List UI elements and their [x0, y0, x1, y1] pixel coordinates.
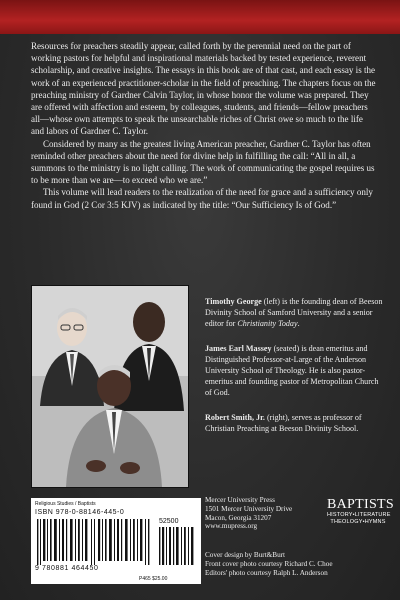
credit-line: Front cover photo courtesy Richard C. Choe — [205, 559, 333, 568]
bio-text: (right), serves as professor of Christian Preaching at Beeson Divinity School. — [205, 413, 362, 433]
bio-james-earl-massey — [205, 343, 383, 398]
barcode-category: Religious Studies / Baptists — [35, 501, 96, 507]
publisher-address-line: Macon, Georgia 31207 — [205, 513, 272, 522]
bio-robert-smith — [205, 412, 383, 434]
cover-blurb — [31, 40, 377, 211]
top-red-band — [0, 0, 400, 34]
barcode-isbn: ISBN 978-0-88146-445-0 — [35, 509, 125, 516]
credit-line: Cover design by Burt&Burt — [205, 551, 286, 559]
bio-name: James Earl Massey — [205, 344, 272, 353]
bio-name: Timothy George — [205, 297, 262, 306]
publisher-address-line: 1501 Mercer University Drive — [205, 504, 293, 513]
price-barcode-bars — [159, 527, 197, 565]
editor-bios — [205, 296, 383, 448]
isbn-barcode-box — [31, 498, 201, 584]
barcode-number: 9 780881 464450 — [35, 565, 99, 572]
bio-italic: Christianity Today — [237, 319, 298, 328]
bio-text: (left) is the founding dean of Beeson Divinity School of Samford University and a senior editor for — [205, 297, 383, 328]
bio-end: . — [297, 319, 300, 328]
blurb-paragraph: This volume will lead readers to the realization of the need for grace and a sufficiency only found in God (2 Cor 3:5 KJV) as indicated by the title: “Our Sufficiency Is of God.” — [31, 187, 373, 210]
barcode-price: P465 $25.00 — [139, 576, 168, 582]
series-logo-word: BAPTISTS — [327, 497, 394, 512]
cover-credits — [205, 551, 390, 577]
series-logo-line: HISTORY•LITERATURE — [327, 512, 391, 518]
editors-photo — [31, 285, 189, 488]
publisher-info — [205, 496, 325, 531]
publisher-url: www.mupress.org — [205, 522, 258, 531]
bio-name: Robert Smith, Jr. — [205, 413, 265, 422]
bio-text: (seated) is dean emeritus and Distinguished Professor-at-Large of the Anderson University School of Theology. He is also pastor-emeritus and founding pastor of Metropolitan Church of God. — [205, 344, 379, 397]
publisher-name: Mercer University Press — [205, 496, 275, 504]
editors-photo-illustration — [32, 286, 188, 487]
bio-timothy-george — [205, 296, 383, 329]
blurb-paragraph: Resources for preachers steadily appear, called forth by the perennial need on the part of working pastors for helpful and inspirational materials backed by tested experience, reverent scholarship, and creative insights. The essays in this book are of that cast, and each essay is the work of an experienced practitioner-scholar in the field of preaching. The chapters focus on the preaching ministry of Gardner Calvin Taylor, in whose honor the volume was prepared. They are offered with affection and esteem, by colleagues, students, and friends—fellow preachers all—whose own attempts to speak the unsearchable riches of Christ owe so much to the life and labors of Gardner C. Taylor. — [31, 41, 376, 137]
series-logo — [327, 497, 394, 526]
blurb-paragraph: Considered by many as the greatest living American preacher, Gardner C. Taylor has often reminded other preachers about the need for divine help in fulfilling the call: “All in all, a summons to the ministry is no light calling. The work of communicating the gospel requires us to be more than we are—to exceed who we are.” — [31, 138, 375, 186]
barcode-bars — [37, 519, 155, 565]
series-logo-line: THEOLOGY•HYMNS — [330, 519, 386, 525]
barcode-price-code: 52500 — [159, 518, 179, 525]
credit-line: Editors' photo courtesy Ralph L. Anderson — [205, 568, 328, 577]
